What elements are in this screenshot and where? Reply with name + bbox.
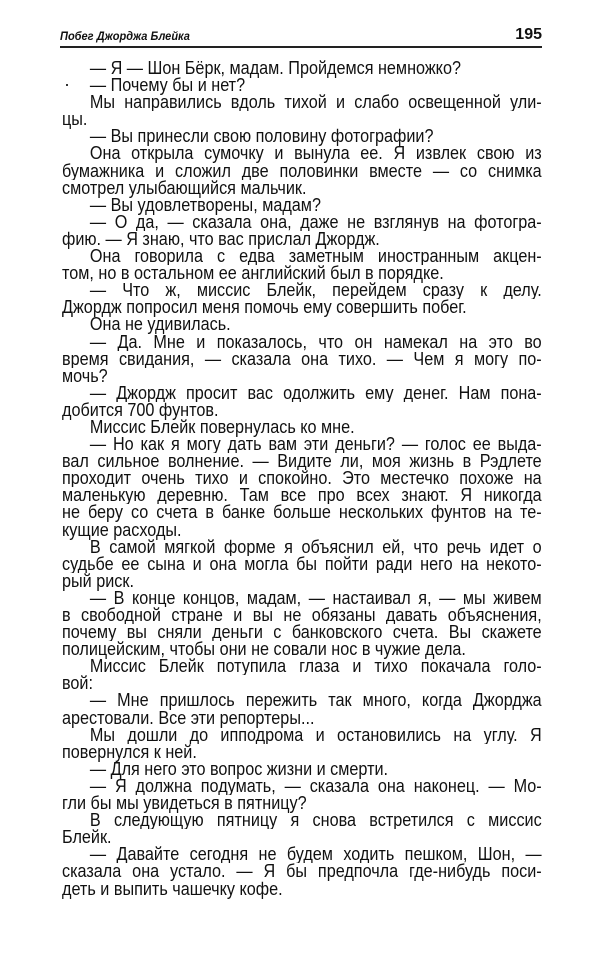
text-line: вал сильное волнение. — Видите ли, моя жизнь в Рэдлете: [62, 453, 542, 471]
text-line: смотрел улыбающийся мальчик.: [62, 177, 307, 198]
text-line: повернулся к ней.: [62, 741, 197, 762]
text-line: — Джордж просит вас одолжить ему денег. Нам пона-: [89, 384, 542, 402]
text-line: маленькую деревню. Там все про всех знают. Я никогда: [62, 487, 542, 505]
text-line: том, но в остальном ее английский был в порядке.: [62, 263, 444, 284]
text-line: Мы направились вдоль тихой и слабо освещенной ули-: [89, 94, 542, 112]
text-line: проходит очень тихо и спокойно. Это местечко похоже на: [62, 470, 542, 488]
text-line: судьбе ее сына и она могла бы пойти ради него на некото-: [62, 555, 542, 573]
running-title: Побег Джорджа Блейка: [60, 29, 190, 43]
text-line: фию. — Я знаю, что вас прислал Джордж.: [62, 228, 380, 249]
text-line: — Что ж, миссис Блейк, перейдем сразу к делу.: [89, 282, 542, 300]
text-line: гли бы мы увидеться в пятницу?: [62, 793, 307, 814]
text-line: — Но как я могу дать вам эти деньги? — голос ее выда-: [89, 436, 542, 454]
text-line: не беру со счета в банке больше нескольких фунтов на те-: [62, 504, 542, 522]
text-line: — Почему бы и нет?: [89, 75, 246, 96]
text-line: — Давайте сегодня не будем ходить пешком, Шон, —: [89, 846, 542, 864]
text-line: Миссис Блейк повернулась ко мне.: [89, 416, 355, 437]
text-line: почему вы сняли деньги с банковского счета. Вы скажете: [62, 624, 542, 642]
text-line: арестовали. Все эти репортеры...: [62, 707, 315, 728]
text-line: — Да. Мне и показалось, что он намекал на это во: [89, 333, 542, 351]
text-line: вой:: [62, 673, 93, 694]
text-line: В самой мягкой форме я объяснил ей, что речь идет о: [89, 538, 542, 556]
text-line: рый риск.: [62, 570, 134, 591]
text-line: — Я должна подумать, — сказала она наконец. — Мо-: [89, 777, 542, 796]
text-line: Мы дошли до ипподрома и остановились на углу. Я: [89, 726, 542, 744]
text-line: — Вы принесли свою половину фотографии?: [89, 126, 434, 147]
text-line: — Мне пришлось пережить так много, когда Джорджа: [89, 692, 542, 710]
text-line: Она говорила с едва заметным иностранным акцен-: [89, 248, 542, 266]
body-text: [62, 60, 542, 898]
text-line: В следующую пятницу я снова встретился с миссис: [89, 812, 542, 830]
text-line: деть и выпить чашечку кофе.: [62, 878, 283, 899]
page-header: [60, 22, 542, 48]
text-line: — О да, — сказала она, даже не взглянув на фотогра-: [89, 213, 542, 231]
text-line: Миссис Блейк потупила глаза и тихо покачала голо-: [89, 658, 542, 676]
text-line: кущие расходы.: [62, 519, 182, 540]
text-line: бумажника и сложил две половинки вместе — со снимка: [62, 162, 542, 180]
text-line: — Вы удовлетворены, мадам?: [89, 194, 321, 215]
text-line: Блейк.: [62, 827, 112, 848]
text-line: цы.: [62, 109, 88, 130]
text-line: сказала она устало. — Я бы предпочла где-нибудь поси-: [62, 863, 542, 881]
text-line: — Я — Шон Бёрк, мадам. Пройдемся немножко?: [89, 58, 461, 78]
page-number: 195: [515, 26, 542, 43]
text-line: время свидания, — сказала она тихо. — Чем я могу по-: [62, 350, 542, 368]
text-line: добится 700 фунтов.: [62, 399, 219, 420]
text-line: в свободной стране и вы не обязаны давать объяснения,: [62, 607, 542, 625]
text-line: — Для него это вопрос жизни и смерти.: [89, 758, 389, 779]
text-line: Джордж попросил меня помочь ему совершить побег.: [62, 297, 467, 318]
text-line: Она открыла сумочку и вынула ее. Я извлек свою из: [89, 145, 542, 163]
text-line: мочь?: [62, 365, 108, 386]
text-line: Она не удивилась.: [89, 314, 231, 335]
text-line: полицейским, чтобы они не совали нос в чужие дела.: [62, 639, 466, 660]
text-line: — В конце концов, мадам, — настаивал я, — мы живем: [89, 589, 542, 607]
